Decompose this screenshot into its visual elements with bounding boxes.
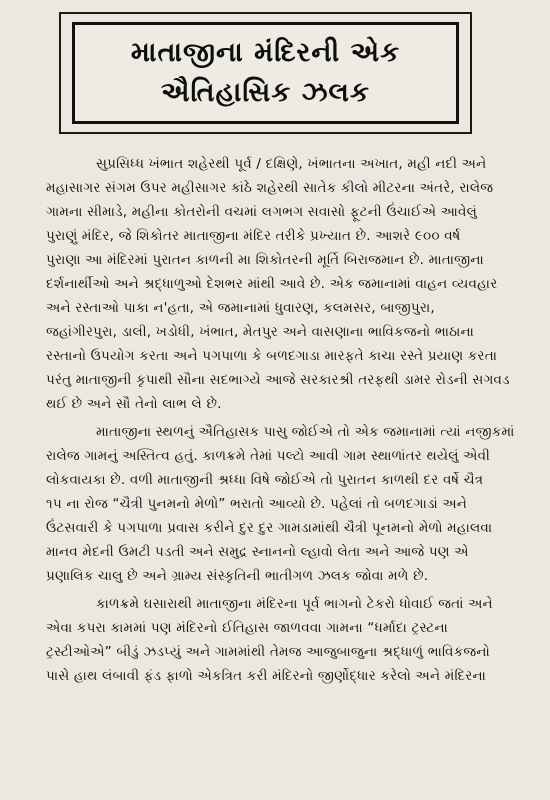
text-line: જહાંગીરપુરા, ડાલી, ખડોધી, ખંભાત, મેતપુર અને વાસણાના ભાવિકજનો ભાઠાના bbox=[46, 324, 475, 340]
text-line: કાળક્રમે ઘસારાથી માતાજીના મંદિરના પૂર્વ ભાગનો ટેકરો ધોવાઈ જતાં અને bbox=[96, 596, 493, 612]
text-line: માતાજીના સ્થળનું ઐતિહાસક પાસુ જોઈએ તો એક જમાનામાં ત્યાં નજીકમાં bbox=[96, 424, 515, 440]
title-box bbox=[72, 22, 459, 124]
text-line: ગામના સીમાડે, મહીના કોતરોની વચમાં લગભગ સવાસો ફૂટની ઉંચાઈએ આવેલું bbox=[46, 204, 478, 220]
paragraph-2 bbox=[46, 420, 542, 588]
text-line: રસ્તાનો ઉપયોગ કરતા અને પગપાળા કે બળદગાડા મારફતે કાચા રસ્તે પ્રયાણ કરતા bbox=[46, 348, 498, 364]
text-line: માનવ મેદની ઉમટી પડતી અને સમુદ્ર સ્નાનનો લ્હાવો લેતા અને આજે પણ એ bbox=[46, 544, 469, 560]
paragraph-3 bbox=[46, 592, 542, 688]
text-line: મહાસાગર સંગમ ઉપર મહીસાગર કાંઠે શહેરથી સાતેક કીલો મીટરના અંતરે, રાલેજ bbox=[46, 180, 494, 196]
text-line: અને રસ્તાઓ પાકા ન'હતા, એ જમાનામાં ધુવારણ, કલમસર, બાજીપુરા, bbox=[46, 300, 435, 316]
text-line: થઈ છે અને સૌ તેનો લાભ લે છે. bbox=[46, 396, 222, 412]
title-line-1: માતાજીના મંદિરની એક bbox=[130, 37, 401, 68]
text-line: ઉંટસવારી કે પગપાળા પ્રવાસ કરીને દુર દુર ગામડામાંથી ચૈત્રી પૂનમનો મેળો મહાલવા bbox=[46, 520, 493, 536]
text-line: પુરાણું મંદિર, જે શિકોતર માતાજીના મંદિર તરીકે પ્રખ્યાત છે. આશરે ૯૦૦ વર્ષ bbox=[46, 228, 461, 244]
text-line: પ્રણાલિક ચાલુ છે અને ગ્રામ્ય સંસ્કૃતિની ભાતીગળ ઝલક જોવા મળે છે. bbox=[46, 568, 429, 584]
article-body bbox=[46, 152, 542, 798]
text-line: પાસે હાથ લંબાવી ફંડ ફાળો એકત્રિત કરી મંદિરનો જીર્ણોદ્ધાર કરેલો અને મંદિરના bbox=[46, 668, 487, 684]
text-line: લોકવાયકા છે. વળી માતાજીની શ્રધ્ધા વિષે જોઈએ તો પુરાતન કાળથી દર વર્ષે ચૈત્ર bbox=[46, 472, 484, 488]
text-line: રાલેજ ગામનું અસ્તિત્વ હતું. કાળક્રમે તેમાં પલ્ટો આવી ગામ સ્થાળાંતર થયેલું એવી bbox=[46, 448, 491, 464]
text-line: ૧૫ ના રોજ “ચૈત્રી પુનમનો મેળો” ભરાતો આવ્યો છે. પહેલાં તો બળદગાડાં અને bbox=[46, 496, 468, 512]
text-line: પરંતુ માતાજીની કૃપાથી સૌના સદભાગ્યે આજે સરકારશ્રી તરફથી ડામર રોડની સગવડ bbox=[46, 372, 510, 388]
text-line: દર્શનાર્થીઓ અને શ્રદ્ધાળુઓ દેશભર માંથી આવે છે. એક જમાનામાં વાહન વ્યવહાર bbox=[46, 276, 498, 292]
text-line: એવા કપરા કામમાં પણ મંદિરનો ઈતિહાસ જાળવવા ગામના “ધર્માદા ટ્રસ્ટના bbox=[46, 620, 449, 636]
text-line: સુપ્રસિધ્ધ ખંભાત શહેરથી પૂર્વ / દક્ષિણે, ખંભાતના અખાત, મહી નદી અને bbox=[96, 156, 487, 172]
text-line: ટ્રસ્ટીઓએ” બીડું ઝડપ્યું અને ગામમાંથી તેમજ આજુબાજુના શ્રદ્ધાળું ભાવિકજનો bbox=[46, 644, 491, 660]
text-line: પુરાણા આ મંદિરમાં પુરાતન કાળની મા શિકોતરની મૂર્તિ બિરાજમાન છે. માતાજીના bbox=[46, 252, 484, 268]
title-line-2: ઐતિહાસિક ઝલક bbox=[161, 77, 370, 108]
paragraph-1 bbox=[46, 152, 542, 416]
